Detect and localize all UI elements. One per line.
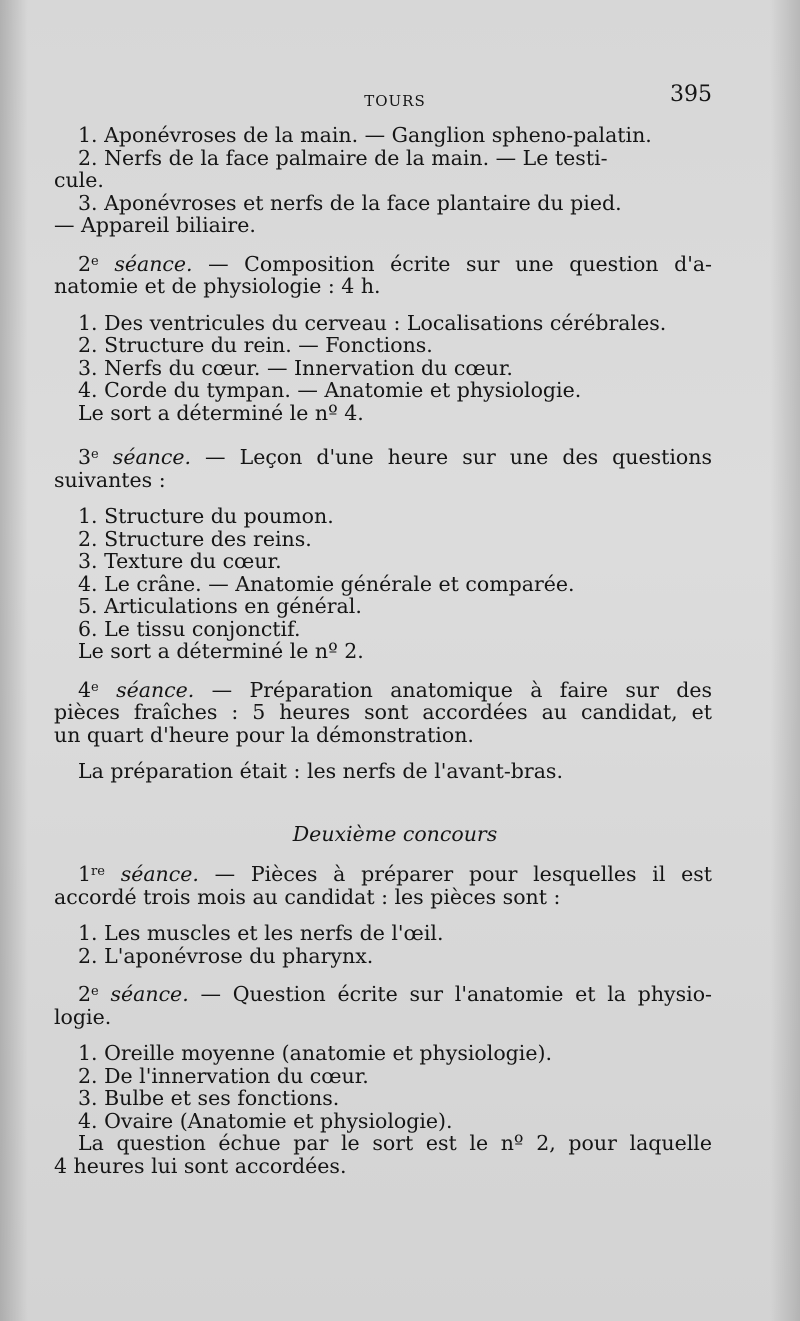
seance-text: suivantes :	[54, 467, 166, 492]
seance-heading: 4e séance. — Préparation anatomique à faire sur des	[78, 677, 712, 702]
list-seance-3	[78, 505, 712, 663]
seance-heading: 1re séance. — Pièces à préparer pour lesquelles il est	[78, 862, 712, 886]
list-item: Le sort a déterminé le nº 4.	[78, 400, 364, 425]
seance-heading: 3e séance. — Leçon d'une heure sur une des questions	[78, 445, 712, 469]
list-seance-2-second	[54, 1041, 712, 1178]
preparation-text: La préparation était : les nerfs de l'avant-bras.	[78, 759, 563, 783]
page-header	[78, 84, 712, 112]
list-item: 4 heures lui sont accordées.	[54, 1153, 347, 1178]
list-item: 3. Bulbe et ses fonctions.	[78, 1086, 340, 1110]
seance-2-paragraph	[54, 251, 712, 298]
seance-heading: 2e séance. — Question écrite sur l'anatomie et la physio-	[78, 982, 712, 1006]
preparation-paragraph	[78, 760, 712, 783]
list-first-session	[54, 123, 712, 237]
list-item: 1. Des ventricules du cerveau : Localisations cérébrales.	[78, 310, 667, 335]
list-item: 3. Aponévroses et nerfs de la face plantaire du pied.	[78, 190, 622, 215]
list-item: Le sort a déterminé le nº 2.	[78, 639, 364, 663]
list-item: 1. Les muscles et les nerfs de l'œil.	[78, 921, 444, 945]
list-item: 2. Structure des reins.	[78, 526, 312, 551]
list-item: 2. L'aponévrose du pharynx.	[78, 943, 374, 968]
list-item: cule.	[54, 168, 104, 192]
list-seance-2	[78, 312, 712, 425]
seance-2-second-paragraph	[54, 981, 712, 1029]
list-item: 1. Structure du poumon.	[78, 504, 334, 528]
running-head: TOURS	[364, 92, 426, 110]
page-content	[54, 82, 712, 1178]
list-item: 4. Ovaire (Anatomie et physiologie).	[78, 1108, 453, 1133]
list-item: — Appareil biliaire.	[54, 213, 256, 237]
list-item: 5. Articulations en général.	[78, 594, 362, 618]
list-item: 1. Aponévroses de la main. — Ganglion spheno-palatin.	[78, 123, 652, 147]
list-item: 3. Nerfs du cœur. — Innervation du cœur.	[78, 355, 513, 380]
list-seance-1-second	[78, 922, 712, 967]
seance-text: natomie et de physiologie : 4 h.	[54, 274, 381, 298]
list-item: 2. Nerfs de la face palmaire de la main. — Le testi-	[78, 145, 608, 170]
list-item: 4. Le crâne. — Anatomie générale et comparée.	[78, 571, 575, 596]
seance-text: un quart d'heure pour la démonstration.	[54, 722, 474, 747]
seance-heading: 2e séance. — Composition écrite sur une question d'a-	[78, 251, 712, 276]
list-item: 2. De l'innervation du cœur.	[78, 1063, 369, 1088]
seance-text: logie.	[54, 1004, 112, 1029]
list-item: 3. Texture du cœur.	[78, 549, 282, 573]
seance-1-second-paragraph	[54, 861, 712, 909]
list-item: 6. Le tissu conjonctif.	[78, 616, 301, 641]
seance-text: pièces fraîches : 5 heures sont accordées au candidat, et	[54, 700, 712, 724]
list-item: 1. Oreille moyenne (anatomie et physiologie).	[78, 1041, 552, 1065]
list-item: 4. Corde du tympan. — Anatomie et physiologie.	[78, 378, 582, 402]
seance-3-paragraph	[54, 444, 712, 492]
list-item: La question échue par le sort est le nº 2, pour laquelle	[78, 1131, 712, 1155]
seance-4-paragraph	[54, 677, 712, 747]
page-number: 395	[670, 82, 712, 107]
section-title: Deuxième concours	[292, 821, 498, 846]
seance-text: accordé trois mois au candidat : les pièces sont :	[54, 884, 561, 909]
list-item: 2. Structure du rein. — Fonctions.	[78, 333, 433, 357]
